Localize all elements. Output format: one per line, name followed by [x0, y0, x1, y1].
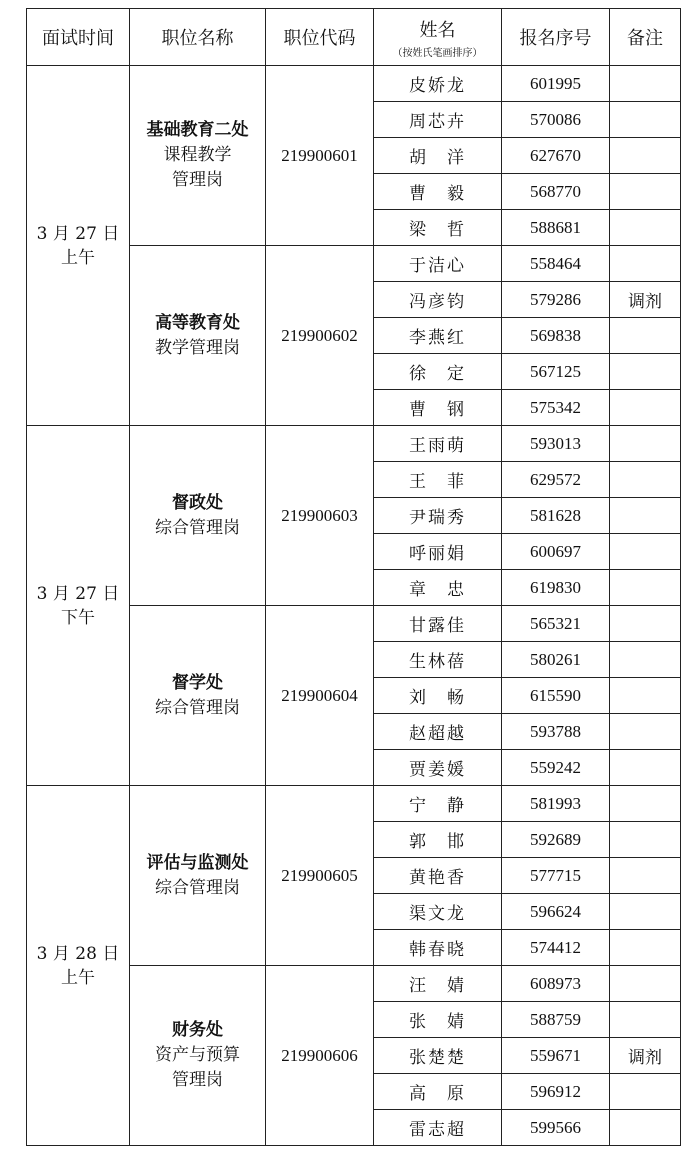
registration-number-cell: 575342 [502, 390, 610, 426]
session-date: 3 月 27 日 [36, 223, 120, 244]
remark-cell [610, 1074, 681, 1110]
header-position: 职位名称 [130, 9, 266, 66]
candidate-name-cell: 周芯卉 [374, 102, 502, 138]
candidate-name-cell: 冯彦钧 [374, 282, 502, 318]
table-body [27, 66, 681, 1146]
remark-cell [610, 786, 681, 822]
candidate-name-cell: 张楚楚 [374, 1038, 502, 1074]
session-time-cell [27, 426, 130, 786]
header-regno: 报名序号 [502, 9, 610, 66]
candidate-name-cell: 尹瑞秀 [374, 498, 502, 534]
candidate-name-cell: 汪 婧 [374, 966, 502, 1002]
registration-number-cell: 569838 [502, 318, 610, 354]
candidate-name-cell: 郭 邯 [374, 822, 502, 858]
header-name-note: （按姓氏笔画排序） [392, 47, 483, 59]
candidate-name-cell: 渠文龙 [374, 894, 502, 930]
position-code-cell: 219900606 [266, 966, 374, 1146]
position-code-cell: 219900603 [266, 426, 374, 606]
candidate-name-cell: 刘 畅 [374, 678, 502, 714]
remark-cell [610, 678, 681, 714]
candidate-name-cell: 曹 毅 [374, 174, 502, 210]
position-title: 督政处 [172, 492, 223, 513]
header-name-label: 姓名 [419, 19, 456, 41]
remark-cell [610, 66, 681, 102]
candidate-name-cell: 甘露佳 [374, 606, 502, 642]
remark-cell [610, 390, 681, 426]
registration-number-cell: 581628 [502, 498, 610, 534]
remark-cell: 调剂 [610, 282, 681, 318]
position-title: 基础教育二处 [146, 120, 249, 140]
remark-cell [610, 858, 681, 894]
session-period: 上午 [61, 247, 95, 268]
position-subtitle: 综合管理岗 [155, 877, 240, 898]
candidate-name-cell: 贾姜媛 [374, 750, 502, 786]
position-subtitle: 课程教学 [163, 145, 232, 165]
candidate-name-cell: 雷志超 [374, 1110, 502, 1146]
registration-number-cell: 588759 [502, 1002, 610, 1038]
remark-cell [610, 606, 681, 642]
registration-number-cell: 559242 [502, 750, 610, 786]
session-time-cell [27, 66, 130, 426]
candidate-name-cell: 梁 哲 [374, 210, 502, 246]
position-subtitle: 管理岗 [172, 170, 223, 190]
registration-number-cell: 627670 [502, 138, 610, 174]
position-code-cell: 219900602 [266, 246, 374, 426]
remark-cell [610, 930, 681, 966]
registration-number-cell: 600697 [502, 534, 610, 570]
registration-number-cell: 568770 [502, 174, 610, 210]
registration-number-cell: 629572 [502, 462, 610, 498]
candidate-name-cell: 胡 洋 [374, 138, 502, 174]
registration-number-cell: 565321 [502, 606, 610, 642]
position-cell [130, 66, 266, 246]
registration-number-cell: 570086 [502, 102, 610, 138]
position-title: 高等教育处 [155, 312, 240, 333]
candidate-name-cell: 徐 定 [374, 354, 502, 390]
header-time: 面试时间 [27, 9, 130, 66]
interview-schedule-table [26, 8, 681, 1146]
remark-cell [610, 210, 681, 246]
position-subtitle: 管理岗 [172, 1070, 223, 1090]
position-cell [130, 246, 266, 426]
registration-number-cell: 593788 [502, 714, 610, 750]
remark-cell [610, 246, 681, 282]
remark-cell [610, 174, 681, 210]
position-cell [130, 786, 266, 966]
remark-cell [610, 498, 681, 534]
candidate-name-cell: 生林蓓 [374, 642, 502, 678]
registration-number-cell: 577715 [502, 858, 610, 894]
remark-cell [610, 102, 681, 138]
candidate-name-cell: 王雨萌 [374, 426, 502, 462]
registration-number-cell: 567125 [502, 354, 610, 390]
candidate-name-cell: 黄艳香 [374, 858, 502, 894]
registration-number-cell: 592689 [502, 822, 610, 858]
position-title: 评估与监测处 [146, 852, 249, 873]
registration-number-cell: 599566 [502, 1110, 610, 1146]
remark-cell [610, 570, 681, 606]
remark-cell [610, 462, 681, 498]
header-row [27, 9, 681, 66]
position-subtitle: 资产与预算 [155, 1045, 240, 1065]
position-subtitle: 综合管理岗 [155, 697, 240, 718]
remark-cell [610, 138, 681, 174]
candidate-name-cell: 于洁心 [374, 246, 502, 282]
remark-cell [610, 750, 681, 786]
candidate-name-cell: 高 原 [374, 1074, 502, 1110]
remark-cell [610, 966, 681, 1002]
candidate-name-cell: 李燕红 [374, 318, 502, 354]
remark-cell [610, 1002, 681, 1038]
table-row [27, 426, 681, 462]
candidate-name-cell: 章 忠 [374, 570, 502, 606]
remark-cell [610, 1110, 681, 1146]
registration-number-cell: 581993 [502, 786, 610, 822]
header-remark: 备注 [610, 9, 681, 66]
candidate-name-cell: 皮娇龙 [374, 66, 502, 102]
registration-number-cell: 615590 [502, 678, 610, 714]
session-date: 3 月 27 日 [36, 583, 120, 604]
header-name [374, 9, 502, 66]
remark-cell [610, 354, 681, 390]
candidate-name-cell: 曹 钢 [374, 390, 502, 426]
position-subtitle: 综合管理岗 [155, 517, 240, 538]
registration-number-cell: 619830 [502, 570, 610, 606]
position-title: 财务处 [172, 1020, 223, 1040]
registration-number-cell: 580261 [502, 642, 610, 678]
candidate-name-cell: 韩春晓 [374, 930, 502, 966]
candidate-name-cell: 呼丽娟 [374, 534, 502, 570]
registration-number-cell: 593013 [502, 426, 610, 462]
registration-number-cell: 579286 [502, 282, 610, 318]
position-cell [130, 606, 266, 786]
candidate-name-cell: 宁 静 [374, 786, 502, 822]
position-cell [130, 966, 266, 1146]
registration-number-cell: 574412 [502, 930, 610, 966]
position-cell [130, 426, 266, 606]
remark-cell [610, 894, 681, 930]
candidate-name-cell: 张 婧 [374, 1002, 502, 1038]
registration-number-cell: 558464 [502, 246, 610, 282]
remark-cell [610, 318, 681, 354]
remark-cell [610, 642, 681, 678]
remark-cell [610, 534, 681, 570]
table-row [27, 786, 681, 822]
candidate-name-cell: 赵超越 [374, 714, 502, 750]
session-period: 上午 [61, 967, 95, 988]
position-code-cell: 219900605 [266, 786, 374, 966]
session-date: 3 月 28 日 [36, 943, 120, 964]
registration-number-cell: 596624 [502, 894, 610, 930]
registration-number-cell: 596912 [502, 1074, 610, 1110]
session-time-cell [27, 786, 130, 1146]
table-row [27, 66, 681, 102]
position-code-cell: 219900604 [266, 606, 374, 786]
registration-number-cell: 588681 [502, 210, 610, 246]
header-code: 职位代码 [266, 9, 374, 66]
position-subtitle: 教学管理岗 [155, 337, 240, 358]
registration-number-cell: 601995 [502, 66, 610, 102]
remark-cell: 调剂 [610, 1038, 681, 1074]
registration-number-cell: 608973 [502, 966, 610, 1002]
position-code-cell: 219900601 [266, 66, 374, 246]
registration-number-cell: 559671 [502, 1038, 610, 1074]
remark-cell [610, 426, 681, 462]
position-title: 督学处 [172, 672, 223, 693]
remark-cell [610, 822, 681, 858]
candidate-name-cell: 王 菲 [374, 462, 502, 498]
session-period: 下午 [61, 607, 95, 628]
remark-cell [610, 714, 681, 750]
